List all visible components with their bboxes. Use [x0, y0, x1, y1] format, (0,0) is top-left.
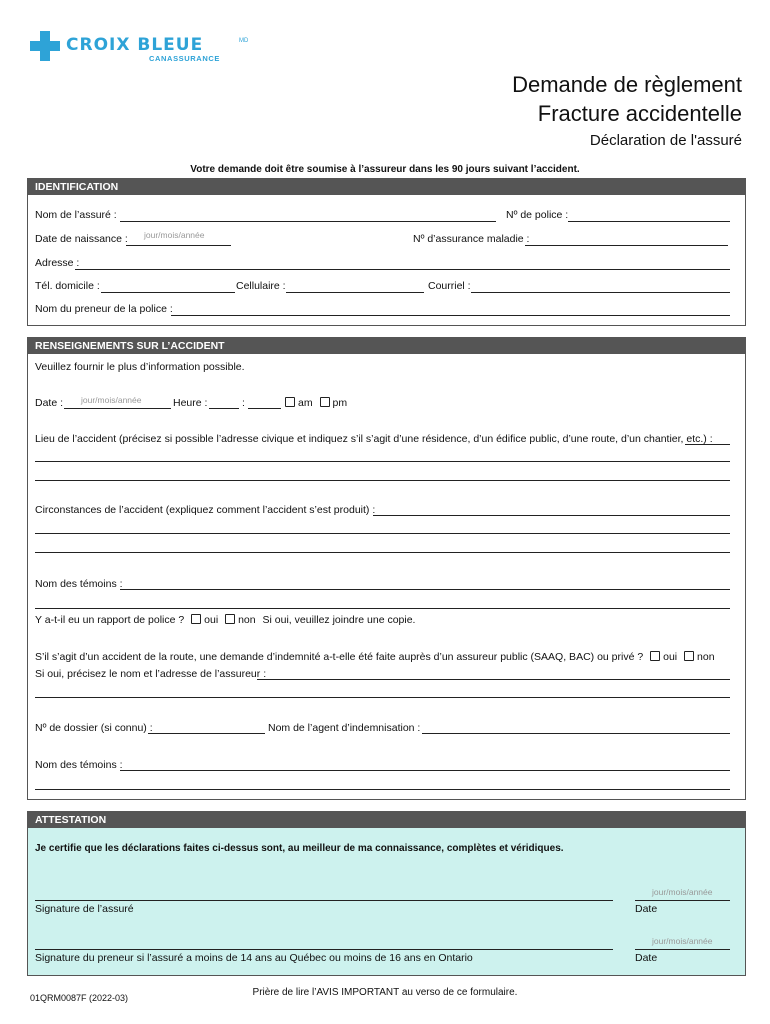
circumstances-field-1[interactable]	[373, 515, 730, 516]
brand-subtitle: CANASSURANCE	[149, 54, 220, 63]
health-insurance-label: Nº d’assurance maladie :	[413, 233, 530, 245]
police-report-question: Y a-t-il eu un rapport de police ?	[35, 614, 185, 626]
time-hour-field[interactable]	[209, 408, 239, 409]
birth-date-field[interactable]	[126, 245, 231, 246]
accident-heading: RENSEIGNEMENTS SUR L’ACCIDENT	[28, 338, 745, 354]
file-number-field[interactable]	[148, 733, 265, 734]
insured-name-field[interactable]	[120, 221, 496, 222]
insurer-details-label: Si oui, précisez le nom et l’adresse de l’assureur :	[35, 668, 267, 680]
police-report-row	[35, 614, 415, 626]
attestation-statement: Je certifie que les déclarations faites ci-dessus sont, au meilleur de ma connaissance, complètes et véridiques.	[35, 843, 564, 854]
brand-mark: MD	[239, 38, 249, 44]
email-label: Courriel :	[428, 280, 471, 292]
birth-date-label: Date de naissance :	[35, 233, 128, 245]
road-claim-no-checkbox[interactable]	[684, 651, 694, 661]
address-field[interactable]	[75, 269, 730, 270]
insured-signature-field[interactable]	[35, 900, 613, 901]
police-report-yes-checkbox[interactable]	[191, 614, 201, 624]
insurer-details-field-1[interactable]	[257, 679, 730, 680]
time-label: Heure :	[173, 397, 208, 409]
claims-agent-label: Nom de l’agent d’indemnisation :	[268, 722, 421, 734]
accident-date-label: Date :	[35, 397, 64, 409]
location-field-3[interactable]	[35, 480, 730, 481]
witnesses-2-label: Nom des témoins :	[35, 759, 123, 771]
pm-label: pm	[332, 397, 348, 409]
policyholder-signature-date-label: Date	[635, 952, 658, 964]
road-claim-question: S’il s’agit d’un accident de la route, une demande d’indemnité a-t-elle été faite auprès d’un assureur public (SAAQ, BAC) ou privé ?	[35, 651, 644, 663]
form-section-title: Déclaration de l'assuré	[589, 132, 742, 149]
policyholder-date-placeholder: jour/mois/année	[652, 936, 713, 946]
form-code: 01QRM0087F (2022-03)	[30, 993, 129, 1003]
form-title: Demande de règlement	[512, 72, 742, 97]
accident-date-field[interactable]	[64, 408, 171, 409]
policyholder-label: Nom du preneur de la police :	[35, 303, 173, 315]
identification-section	[27, 178, 746, 326]
location-field-1[interactable]	[685, 444, 730, 445]
witnesses-2-field-1[interactable]	[120, 770, 730, 771]
logo-cross-icon	[30, 31, 60, 61]
insured-signature-date-label: Date	[635, 903, 658, 915]
police-report-yes-label: oui	[204, 614, 219, 626]
circumstances-label: Circonstances de l’accident (expliquez comment l’accident s’est produit) :	[35, 504, 376, 516]
cell-phone-field[interactable]	[286, 292, 424, 293]
am-pm-group	[281, 397, 347, 409]
attestation-section	[27, 811, 746, 976]
am-checkbox[interactable]	[285, 397, 295, 407]
witnesses-field-1[interactable]	[120, 589, 730, 590]
accident-section	[27, 337, 746, 800]
policyholder-signature-date-field[interactable]	[635, 949, 730, 950]
police-report-no-checkbox[interactable]	[225, 614, 235, 624]
witnesses-field-2[interactable]	[35, 608, 730, 609]
accident-date-placeholder: jour/mois/année	[81, 395, 142, 405]
road-claim-yes-checkbox[interactable]	[650, 651, 660, 661]
location-label: Lieu de l’accident (précisez si possible l’adresse civique et indiquez s’il s’agit d’une résidence, d’un édifice public, d’une route, d’un chantier, etc.) :	[35, 433, 713, 445]
identification-heading: IDENTIFICATION	[28, 179, 745, 195]
claims-agent-field[interactable]	[422, 733, 730, 734]
signature-date-placeholder: jour/mois/année	[652, 887, 713, 897]
policy-number-label: Nº de police :	[506, 209, 569, 221]
home-phone-label: Tél. domicile :	[35, 280, 100, 292]
pm-checkbox[interactable]	[320, 397, 330, 407]
time-colon: :	[242, 397, 245, 409]
witnesses-2-field-2[interactable]	[35, 789, 730, 790]
address-label: Adresse :	[35, 257, 80, 269]
footer-note: Prière de lire l’AVIS IMPORTANT au verso de ce formulaire.	[252, 987, 518, 998]
road-claim-no-label: non	[697, 651, 715, 663]
am-label: am	[298, 397, 313, 409]
road-claim-yes-label: oui	[663, 651, 678, 663]
insured-signature-date-field[interactable]	[635, 900, 730, 901]
deadline-notice: Votre demande doit être soumise à l’assureur dans les 90 jours suivant l’accident.	[190, 164, 580, 175]
form-subtitle: Fracture accidentelle	[537, 101, 742, 126]
witnesses-label: Nom des témoins :	[35, 578, 123, 590]
policy-number-field[interactable]	[568, 221, 730, 222]
circumstances-field-3[interactable]	[35, 552, 730, 553]
policyholder-signature-field[interactable]	[35, 949, 613, 950]
email-field[interactable]	[471, 292, 730, 293]
insured-signature-label: Signature de l’assuré	[35, 903, 134, 915]
brand-name: CROIX BLEUE	[66, 35, 204, 55]
accident-intro: Veuillez fournir le plus d’information possible.	[35, 361, 245, 373]
health-insurance-field[interactable]	[525, 245, 728, 246]
insurer-details-field-2[interactable]	[35, 697, 730, 698]
file-number-label: Nº de dossier (si connu) :	[35, 722, 153, 734]
circumstances-field-2[interactable]	[35, 533, 730, 534]
home-phone-field[interactable]	[101, 292, 235, 293]
police-report-no-label: non	[238, 614, 256, 626]
birth-date-placeholder: jour/mois/année	[144, 230, 205, 240]
policyholder-signature-label: Signature du preneur si l’assuré a moins de 14 ans au Québec ou moins de 16 ans en Ontario	[35, 952, 473, 964]
cell-phone-label: Cellulaire :	[236, 280, 286, 292]
road-claim-row	[35, 651, 715, 663]
policyholder-field[interactable]	[171, 315, 730, 316]
insured-name-label: Nom de l’assuré :	[35, 209, 117, 221]
police-report-note: Si oui, veuillez joindre une copie.	[262, 614, 416, 626]
time-minute-field[interactable]	[248, 408, 281, 409]
location-field-2[interactable]	[35, 461, 730, 462]
attestation-heading: ATTESTATION	[28, 812, 745, 828]
